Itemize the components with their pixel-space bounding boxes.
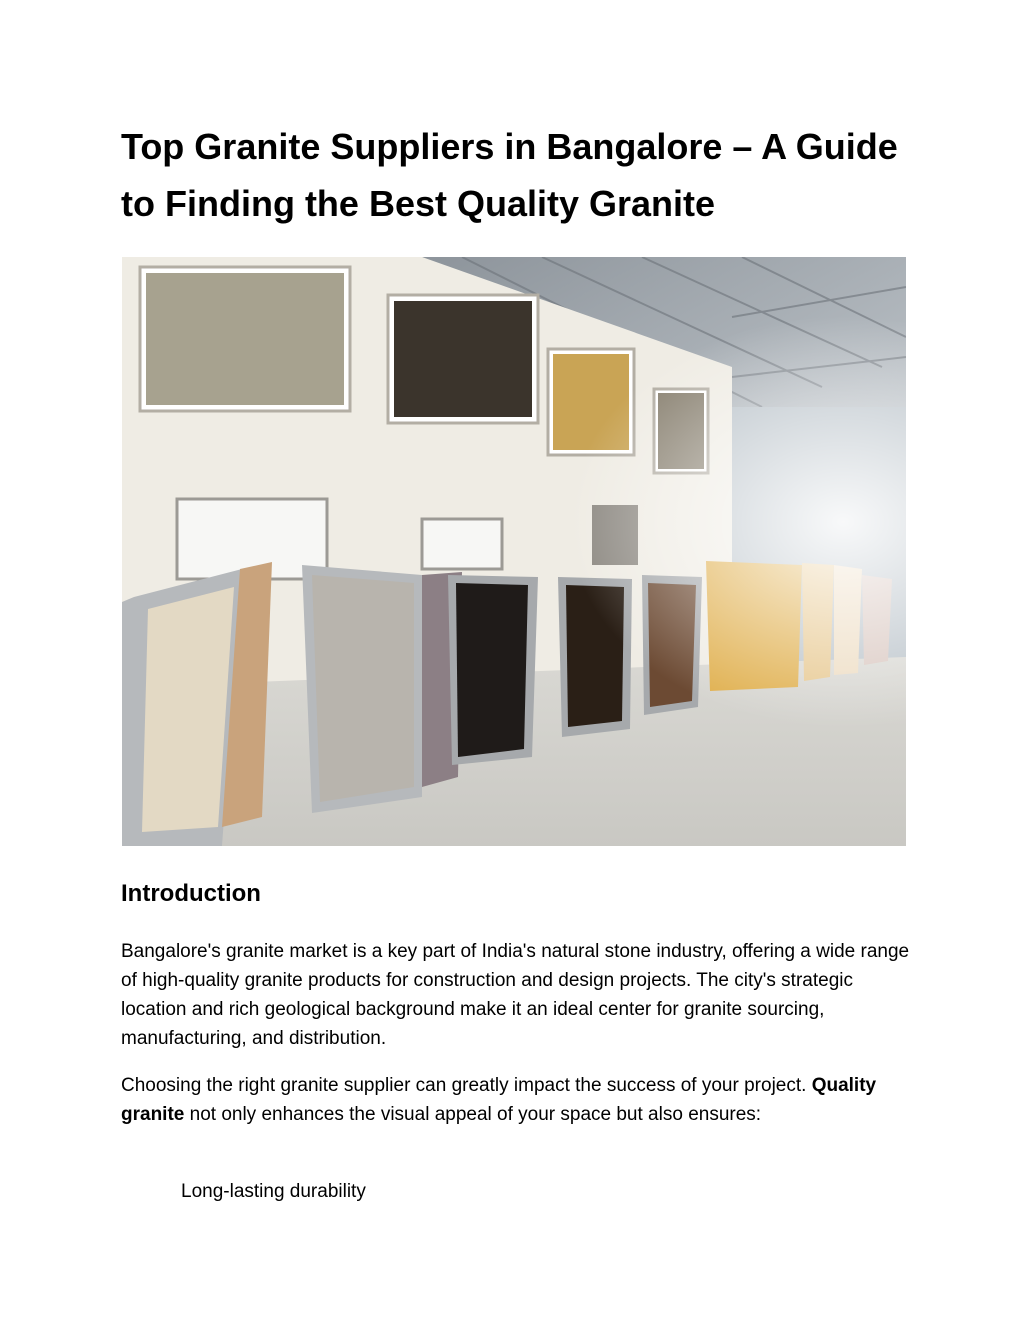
supplier-paragraph-text-2: not only enhances the visual appeal of your space but also ensures: [184, 1104, 762, 1125]
page-title: Top Granite Suppliers in Bangalore – A Guide to Finding the Best Quality Granite [121, 126, 898, 224]
quality-granite-emphasis: Quality granite [121, 1075, 877, 1125]
supplier-paragraph-text-1: Choosing the right granite supplier can greatly impact the success of your project. [121, 1075, 812, 1096]
intro-paragraph: Bangalore's granite market is a key part of India's natural stone industry, offering a wide range of high-quality granite products for construction and design projects. The city's strategic location and rich geological background make it an ideal center for granite sourcing, manufacturing, and distribution. [121, 941, 910, 1049]
supplier-paragraph [121, 1071, 911, 1129]
granite-showroom-photo [122, 257, 906, 846]
section-heading-introduction: Introduction [121, 880, 261, 907]
benefits-list [181, 1177, 366, 1206]
list-item: Long-lasting durability [181, 1181, 366, 1202]
